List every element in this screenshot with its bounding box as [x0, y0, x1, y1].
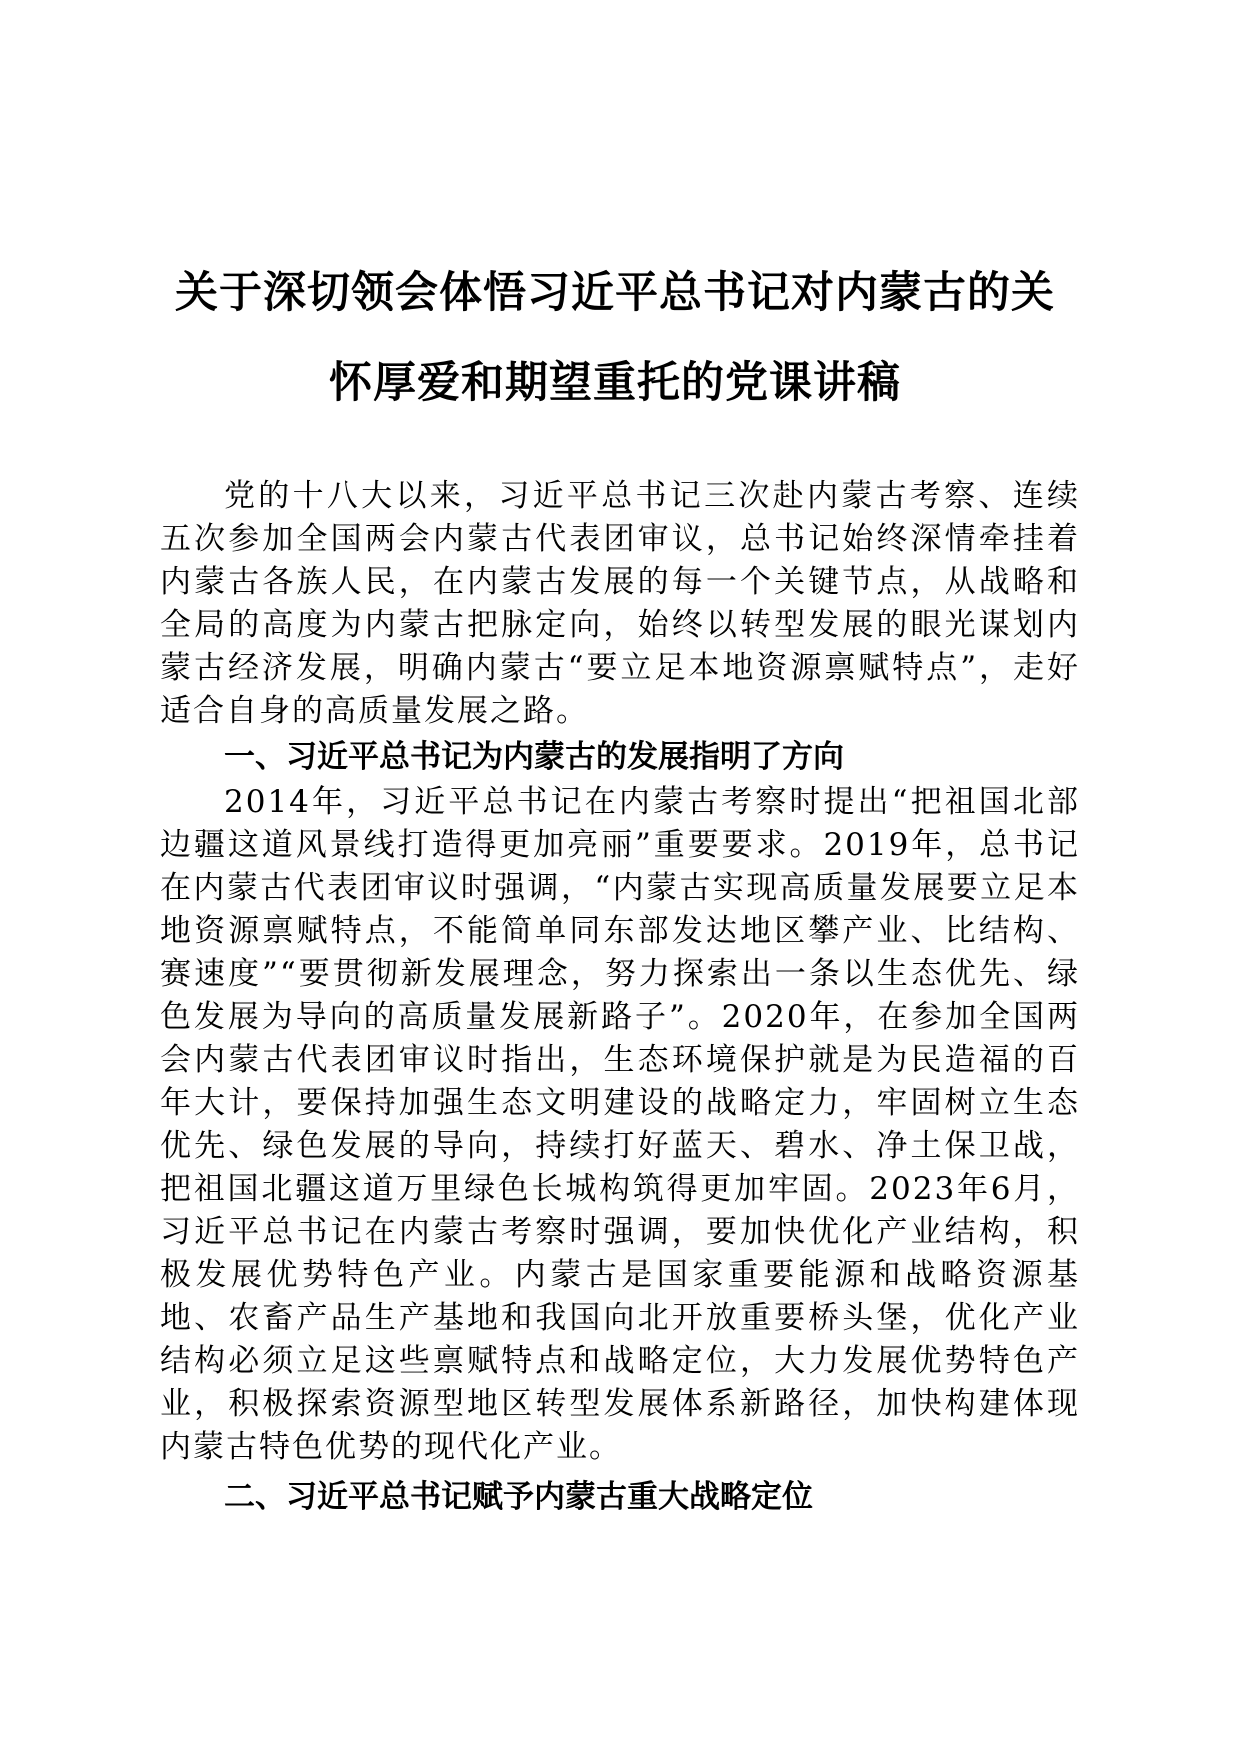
- title-line-1: 关于深切领会体悟习近平总书记对内蒙古的关: [175, 268, 1055, 318]
- document-body: [160, 475, 1080, 1521]
- section-2-heading: 二、习近平总书记赋予内蒙古重大战略定位: [224, 1479, 813, 1515]
- section-1-heading: 一、习近平总书记为内蒙古的发展指明了方向: [224, 739, 844, 775]
- intro-paragraph: 党的十八大以来，习近平总书记三次赴内蒙古考察、连续五次参加全国两会内蒙古代表团审议，总书记始终深情牵挂着内蒙古各族人民，在内蒙古发展的每一个关键节点，从战略和全局的高度为内蒙古把脉定向，始终以转型发展的眼光谋划内蒙古经济发展，明确内蒙古“要立足本地资源禀赋特点”，走好适合自身的高质量发展之路。: [160, 478, 1080, 729]
- section-1-paragraph: 2014年，习近平总书记在内蒙古考察时提出“把祖国北部边疆这道风景线打造得更加亮丽”重要要求。2019年，总书记在内蒙古代表团审议时强调，“内蒙古实现高质量发展要立足本地资源禀赋特点，不能简单同东部发达地区攀产业、比结构、赛速度”“要贯彻新发展理念，努力探索出一条以生态优先、绿色发展为导向的高质量发展新路子”。2020年，在参加全国两会内蒙古代表团审议时指出，生态环境保护就是为民造福的百年大计，要保持加强生态文明建设的战略定力，牢固树立生态优先、绿色发展的导向，持续打好蓝天、碧水、净土保卫战，把祖国北疆这道万里绿色长城构筑得更加牢固。2023年6月，习近平总书记在内蒙古考察时强调，要加快优化产业结构，积极发展优势特色产业。内蒙古是国家重要能源和战略资源基地、农畜产品生产基地和我国向北开放重要桥头堡，优化产业结构必须立足这些禀赋特点和战略定位，大力发展优势特色产业，积极探索资源型地区转型发展体系新路径，加快构建体现内蒙古特色优势的现代化产业。: [160, 784, 1080, 1465]
- title-line-2: 怀厚爱和期望重托的党课讲稿: [329, 358, 901, 408]
- document-title: [150, 248, 1080, 428]
